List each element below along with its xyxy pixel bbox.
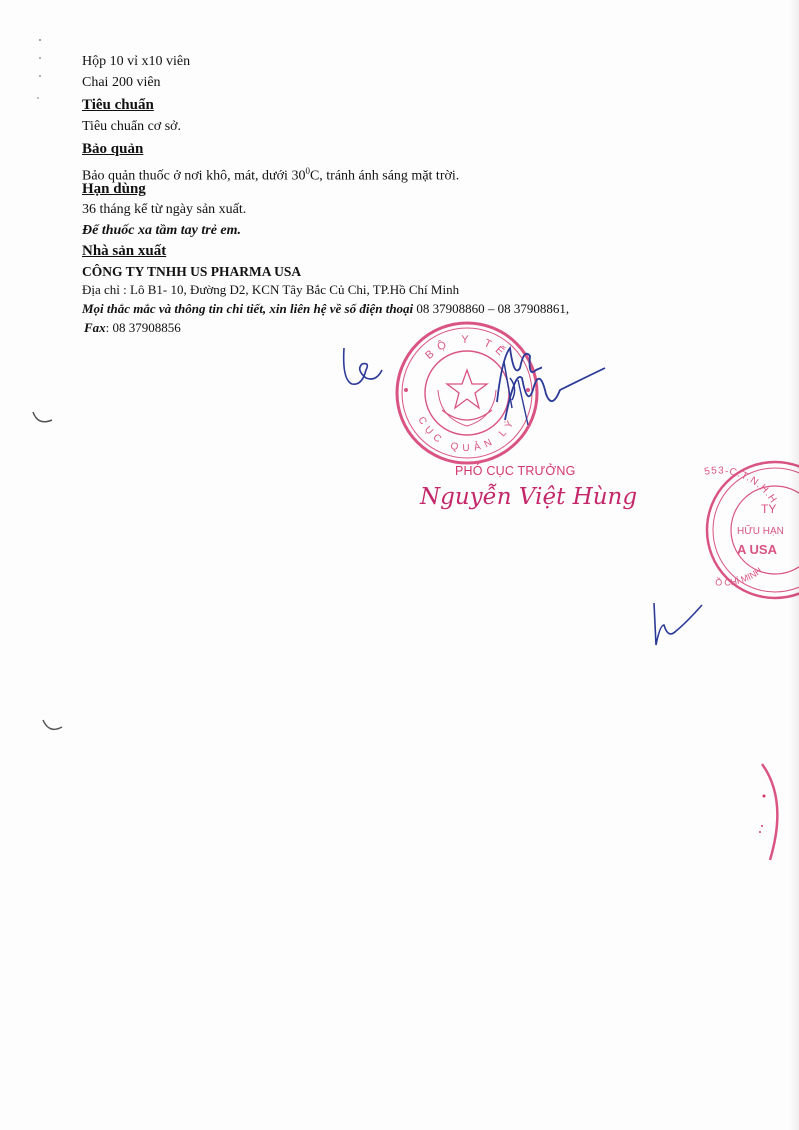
child-warning: Để thuốc xa tầm tay trẻ em. <box>82 223 242 238</box>
official-title: PHÓ CỤC TRƯỞNG <box>455 464 576 478</box>
scan-edge-shadow <box>789 0 799 1130</box>
fax-line <box>84 319 181 337</box>
expiry-text: 36 tháng kể từ ngày sản xuất. <box>82 202 247 217</box>
company-name: CÔNG TY TNHH US PHARMA USA <box>82 264 302 279</box>
packaging-line-1: Hộp 10 vỉ x10 viên <box>82 54 191 69</box>
company-seal-arc-top: 553-C.T.N.H.H <box>703 465 779 506</box>
standard-text: Tiêu chuẩn cơ sở. <box>82 119 182 134</box>
company-seal-line-2: HỮU HẠN <box>737 526 784 537</box>
manufacturer-heading: Nhà sản xuất <box>82 243 167 259</box>
company-seal-line-1: TY <box>761 502 777 516</box>
company-seal-line-3: A USA <box>737 542 777 557</box>
seal-top-text: BỘ Y TẾ <box>423 333 511 362</box>
contact-label: Mọi thắc mắc và thông tin chi tiết, xin liên hệ về số điện thoại <box>82 301 414 316</box>
contact-line <box>82 300 569 318</box>
standard-heading: Tiêu chuẩn <box>82 97 154 113</box>
company-address: Địa chỉ : Lô B1- 10, Đường D2, KCN Tây Bắc Củ Chi, TP.Hồ Chí Minh <box>82 282 460 297</box>
degree-superscript: 0 <box>305 166 310 176</box>
company-signature <box>646 595 706 655</box>
expiry-heading: Hạn dùng <box>82 181 146 197</box>
fax-value: : 08 37908856 <box>105 320 181 335</box>
director-signature <box>500 350 610 430</box>
svg-text:BỘ Y TẾ <box>423 334 511 362</box>
fax-label: Fax <box>84 320 106 335</box>
storage-text-part-1: Bảo quản thuốc ở nơi khô, mát, dưới 30 <box>82 168 306 184</box>
signer-name: Nguyễn Việt Hùng <box>420 484 638 510</box>
margin-marks <box>30 36 50 106</box>
company-seal-arc-bottom: Ồ CHÍ MINH <box>714 565 764 588</box>
seal-bottom-text: CỤC QUẢN LÝ <box>415 415 519 455</box>
contact-numbers: 08 37908860 – 08 37908861, <box>413 301 570 316</box>
punch-hole-mark-top <box>30 408 56 430</box>
storage-text-part-2: C, tránh ánh sáng mặt trời. <box>309 168 460 184</box>
packaging-line-2: Chai 200 viên <box>82 75 161 90</box>
initial-mark <box>336 340 386 390</box>
punch-hole-mark-bottom <box>40 716 66 738</box>
svg-text:Ồ CHÍ MINH <box>715 565 764 587</box>
storage-heading: Bảo quản <box>82 141 144 157</box>
company-seal <box>675 455 799 605</box>
